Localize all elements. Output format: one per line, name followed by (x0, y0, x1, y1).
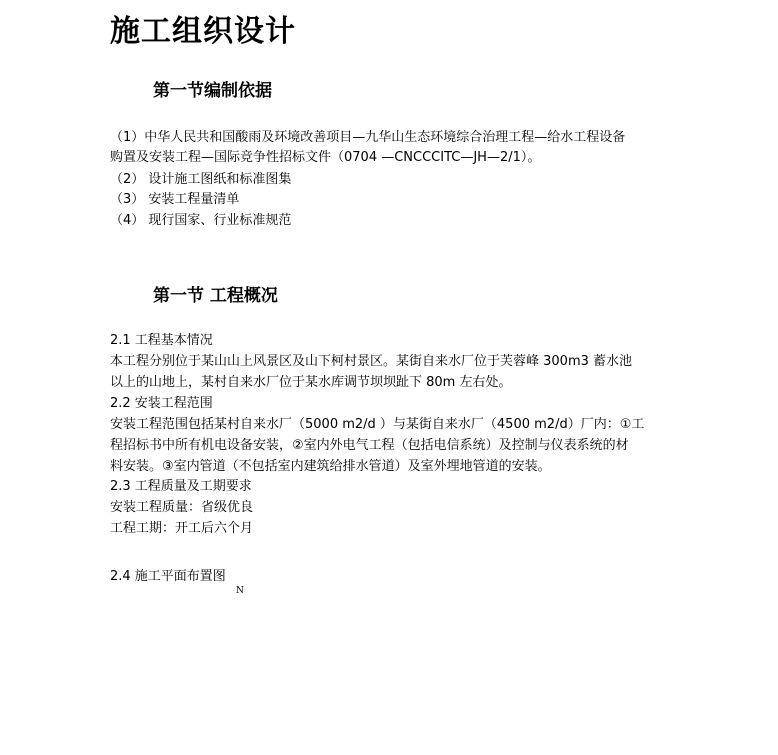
subsection-2-3-heading: 2.3 工程质量及工期要求 (110, 479, 252, 494)
scope-line-2: 程招标书中所有机电设备安装，②室内外电气工程（包括电信系统）及控制与仪表系统的材 (110, 438, 629, 453)
subsection-2-4-heading: 2.4 施工平面布置图 (110, 569, 226, 584)
quality-line: 安装工程质量：省级优良 (110, 500, 254, 515)
basis-item-1b: 购置及安装工程—国际竞争性招标文件（0704 —CNCCCITC—JH—2/1）。 (110, 150, 541, 165)
north-label: N (236, 586, 244, 596)
basis-item-4: （4） 现行国家、行业标准规范 (110, 213, 292, 228)
section2-heading: 第一节 工程概况 (153, 286, 278, 306)
subsection-2-1-heading: 2.1 工程基本情况 (110, 333, 213, 348)
subsection-2-2-heading: 2.2 安装工程范围 (110, 396, 213, 411)
overview-line-1: 本工程分别位于某山山上风景区及山下柯村景区。某街自来水厂位于芙蓉峰 300m3 蓄水池 (110, 354, 633, 369)
schedule-line: 工程工期：开工后六个月 (110, 521, 254, 536)
basis-item-3: （3） 安装工程量清单 (110, 192, 240, 207)
scope-line-3: 料安装。③室内管道（不包括室内建筑给排水管道）及室外埋地管道的安装。 (110, 459, 551, 474)
overview-line-2: 以上的山地上，某村自来水厂位于某水库调节坝坝趾下 80m 左右处。 (110, 375, 512, 390)
document-title: 施工组织设计 (110, 14, 296, 49)
basis-item-2: （2） 设计施工图纸和标准图集 (110, 172, 292, 187)
basis-item-1a: （1）中华人民共和国酸雨及环境改善项目—九华山生态环境综合治理工程—给水工程设备 (110, 130, 626, 145)
scope-line-1: 安装工程范围包括某村自来水厂（5000 m2/d ）与某街自来水厂（4500 m2/d）厂内：①工 (110, 417, 645, 432)
section1-heading: 第一节编制依据 (153, 81, 272, 101)
